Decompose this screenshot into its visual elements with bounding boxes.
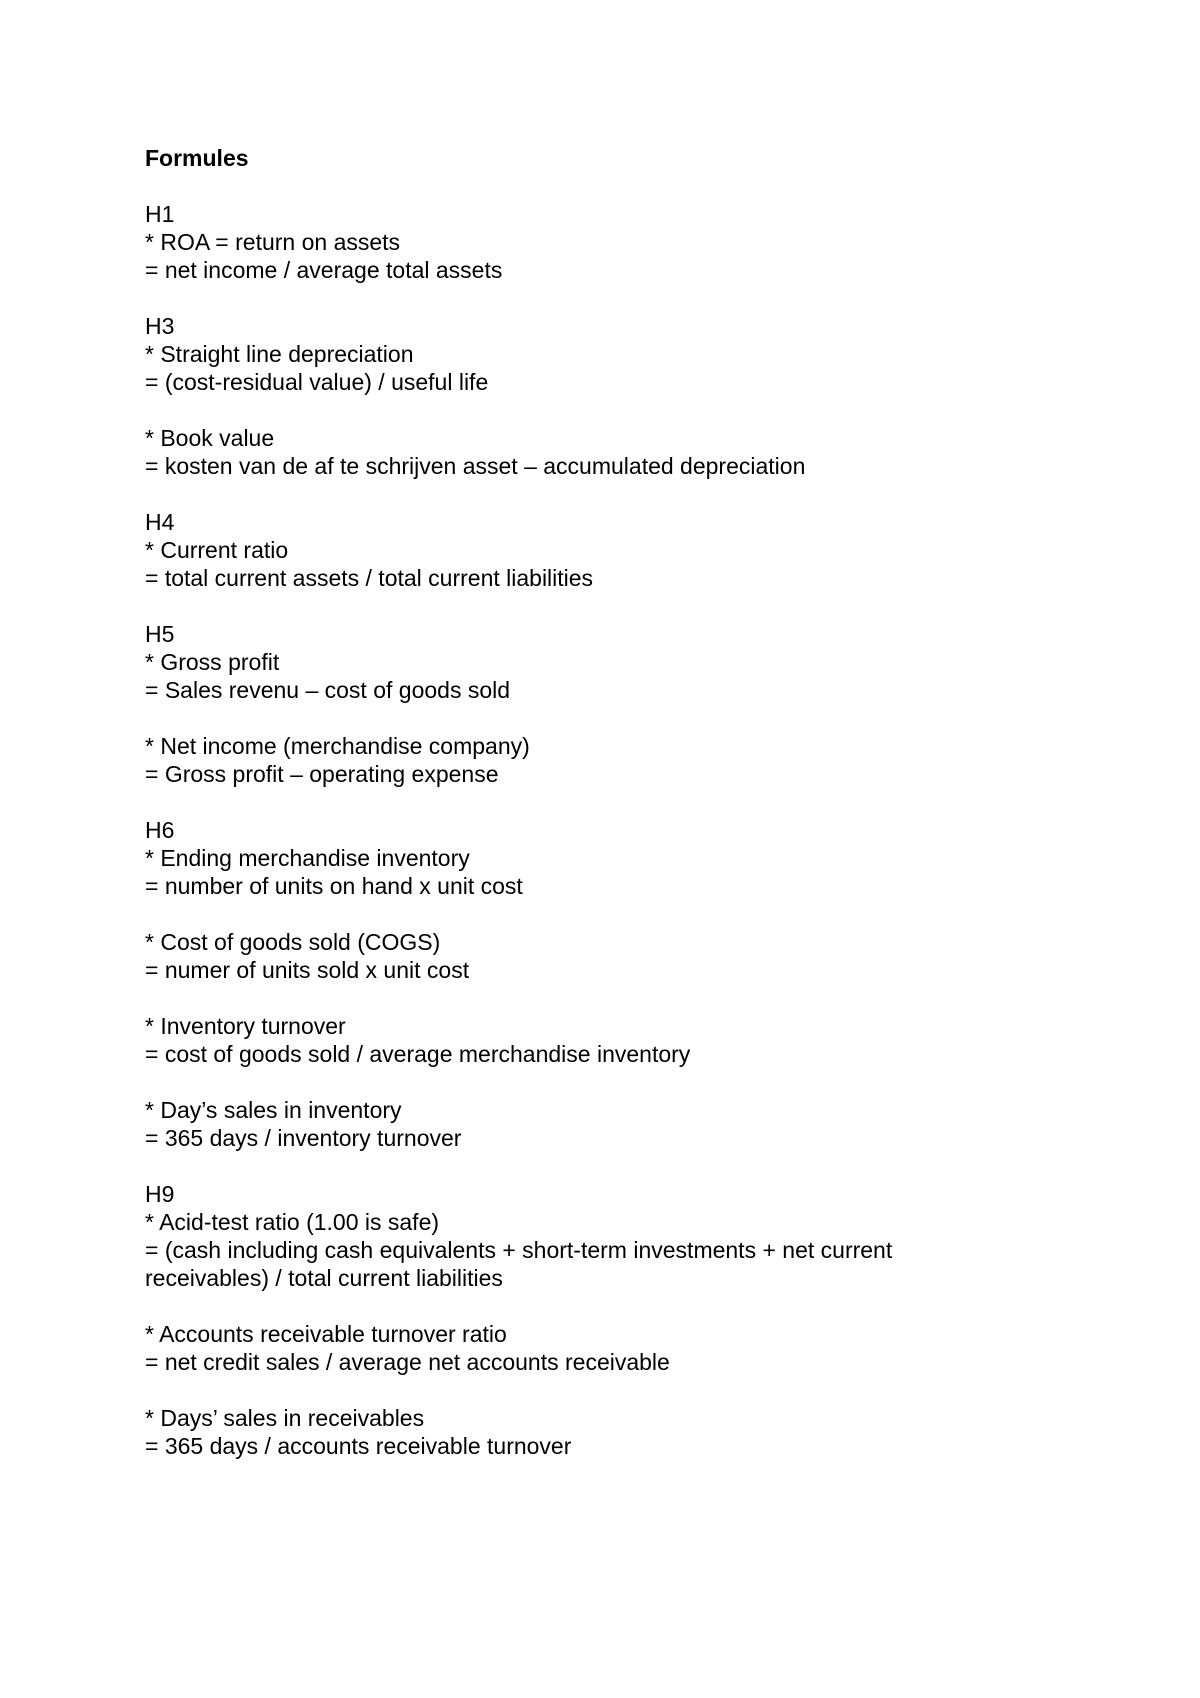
formula-definition: = cost of goods sold / average merchandise inventory — [145, 1041, 691, 1067]
formula-definition: = Gross profit – operating expense — [145, 761, 499, 787]
formula-name: * Acid-test ratio (1.00 is safe) — [145, 1209, 440, 1235]
formula-book-value — [145, 424, 1145, 480]
formula-acid-test-ratio — [145, 1208, 1145, 1292]
section-heading: H6 — [145, 817, 175, 843]
formula-name: * Current ratio — [145, 537, 289, 563]
formula-net-income — [145, 732, 1145, 788]
formula-definition: = Sales revenu – cost of goods sold — [145, 677, 511, 703]
formula-name: * Days’ sales in receivables — [145, 1405, 425, 1431]
formula-name: * ROA = return on assets — [145, 229, 401, 255]
section-heading: H9 — [145, 1181, 175, 1207]
section-heading: H3 — [145, 313, 175, 339]
document-page — [145, 144, 1145, 1488]
formula-definition: = (cost-residual value) / useful life — [145, 369, 489, 395]
formula-definition: = 365 days / inventory turnover — [145, 1125, 462, 1151]
formula-name: * Day’s sales in inventory — [145, 1097, 402, 1123]
formula-name: * Net income (merchandise company) — [145, 733, 530, 759]
section-heading: H4 — [145, 509, 175, 535]
formula-name: * Book value — [145, 425, 275, 451]
section-h3 — [145, 312, 1145, 480]
formula-definition: = 365 days / accounts receivable turnover — [145, 1433, 572, 1459]
formula-definition-continued: receivables) / total current liabilities — [145, 1265, 503, 1291]
formula-definition: = net income / average total assets — [145, 257, 503, 283]
section-h5 — [145, 620, 1145, 788]
formula-name: * Inventory turnover — [145, 1013, 346, 1039]
formula-definition: = number of units on hand x unit cost — [145, 873, 523, 899]
formula-ending-merchandise-inventory — [145, 844, 1145, 900]
formula-inventory-turnover — [145, 1012, 1145, 1068]
formula-definition: = total current assets / total current liabilities — [145, 565, 594, 591]
formula-straight-line-depreciation — [145, 340, 1145, 396]
formula-name: * Straight line depreciation — [145, 341, 414, 367]
formula-gross-profit — [145, 648, 1145, 704]
formula-definition: = net credit sales / average net accounts receivable — [145, 1349, 670, 1375]
formula-name: * Ending merchandise inventory — [145, 845, 470, 871]
formula-roa — [145, 228, 1145, 284]
section-heading: H5 — [145, 621, 175, 647]
formula-definition: = (cash including cash equivalents + short-term investments + net current — [145, 1237, 893, 1263]
section-h4 — [145, 508, 1145, 592]
formula-definition: = numer of units sold x unit cost — [145, 957, 470, 983]
section-heading: H1 — [145, 201, 175, 227]
document-title: Formules — [145, 145, 249, 171]
formula-days-sales-in-inventory — [145, 1096, 1145, 1152]
formula-current-ratio — [145, 536, 1145, 592]
formula-name: * Gross profit — [145, 649, 280, 675]
section-h1 — [145, 200, 1145, 284]
section-h9 — [145, 1180, 1145, 1460]
formula-accounts-receivable-turnover — [145, 1320, 1145, 1376]
formula-name: * Accounts receivable turnover ratio — [145, 1321, 507, 1347]
formula-days-sales-in-receivables — [145, 1404, 1145, 1460]
formula-definition: = kosten van de af te schrijven asset – accumulated depreciation — [145, 453, 806, 479]
formula-cogs — [145, 928, 1145, 984]
section-h6 — [145, 816, 1145, 1152]
formula-name: * Cost of goods sold (COGS) — [145, 929, 441, 955]
